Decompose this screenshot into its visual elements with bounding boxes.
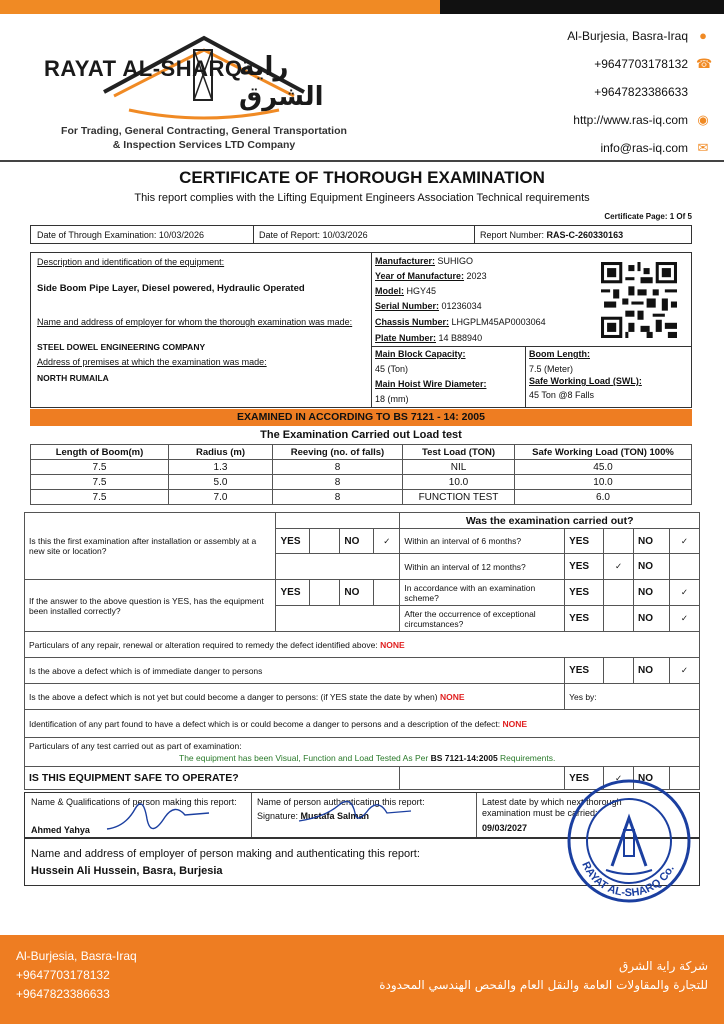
q-first-exam: Is this the first examination after installation or assembly at a new site or location? <box>25 513 276 580</box>
contact-address: Al-Burjesia, Basra-Iraq <box>567 29 688 43</box>
company-logo <box>44 30 364 120</box>
i6-yes-box[interactable] <box>604 529 634 554</box>
footer <box>0 935 724 1024</box>
q-installed: If the answer to the above question is YES, has the equipment been installed correctly? <box>25 580 276 632</box>
header-divider <box>0 160 724 162</box>
carried-out-heading: Was the examination carried out? <box>400 513 700 529</box>
maker-signature <box>105 799 215 835</box>
dates-row <box>30 225 692 244</box>
repair-row: Particulars of any repair, renewal or alteration required to remedy the defect identified above: NONE <box>25 632 700 658</box>
employer-value: STEEL DOWEL ENGINEERING COMPANY <box>37 342 206 352</box>
identify-row: Identification of any part found to have a defect which is or could become a danger to persons and a description of the defect: NONE <box>25 710 700 738</box>
certificate-subtitle: This report complies with the Lifting Equipment Engineers Association Technical requirements <box>134 192 590 204</box>
immediate-danger: Is the above a defect which is of immediate danger to persons <box>25 658 565 684</box>
signature-section: Name & Qualifications of person making this report: Ahmed Yahya Name of person authenticating this report: Signature: Mustafa Salman Latest date by which next thorough examination must be carried: 09/03/2027 <box>24 792 700 838</box>
certificate-title: CERTIFICATE OF THOROUGH EXAMINATION <box>179 168 545 187</box>
plate: 14 B88940 <box>438 333 483 343</box>
table-row: 7.5 5.0 8 10.0 10.0 <box>31 475 692 490</box>
company-tagline <box>44 124 364 152</box>
swl: 45 Ton @8 Falls <box>529 390 595 400</box>
footer-ar-line-2: للتجارة والمقاولات العامة والنقل العام والفحص الهندسي المحدودة <box>379 978 708 992</box>
company-stamp <box>566 778 692 904</box>
footer-phone-1: +9647703178132 <box>16 968 110 982</box>
employer-section: Name and address of employer of person making and authenticating this report: Hussein Ali Hussein, Basra, Burjesia <box>24 838 700 886</box>
next-exam-date: 09/03/2027 <box>482 823 528 833</box>
safe-question: IS THIS EQUIPMENT SAFE TO OPERATE? <box>25 767 400 790</box>
exceptional-yes-box[interactable] <box>604 606 634 632</box>
footer-contact <box>16 947 137 1004</box>
contact-phone-1: +9647703178132 <box>594 57 688 71</box>
i12-yes-check[interactable]: ✓ <box>604 554 634 580</box>
location-pin-icon: ● <box>699 28 707 43</box>
top-bar <box>0 0 724 14</box>
qr-code-icon <box>601 262 677 338</box>
scheme-yes-box[interactable] <box>604 580 634 606</box>
desc-value: Side Boom Pipe Layer, Diesel powered, Hydraulic Operated <box>37 283 305 294</box>
tests-row: Particulars of any test carried out as part of examination: The equipment has been Visual, Function and Load Tested As Per BS 7121-14:2005 Requirements. <box>25 738 700 767</box>
employer-label: Name and address of employer for whom the thorough examination was made: <box>37 317 353 327</box>
contact-block <box>567 22 713 162</box>
yes-by: Yes by: <box>565 684 700 710</box>
manufacturer: SUHIGO <box>437 256 474 266</box>
equipment-section: Description and identification of the equipment: Side Boom Pipe Layer, Diesel powered, Hydraulic Operated Name and address of employer for whom the thorough examination was made: STEEL DOWEL ENGINEERING COMPANY Address of premises at which the examination was made: NORTH RUMAILA Manufacturer: SUHIGO Year of Manufacture: 2023 Model: HGY45 Serial Number: 01236034 Chassis Number: LHGPLM45AP0003064 Plate Number: 14 B88940 Main Block Capacity: 45 (Ton) Main Hoist Wire Diameter: 18 (mm) Boom Length: 7.5 (Meter) Safe Working Load (SWL): 45 Ton @8 Falls <box>30 252 692 408</box>
desc-label: Description and identification of the equipment: <box>37 257 225 267</box>
table-header: Length of Boom(m) Radius (m) Reeving (no. of falls) Test Load (TON) Safe Working Load (TON) 100% <box>31 445 692 460</box>
immediate-no-check[interactable]: ✓ <box>669 658 699 684</box>
serial: 01236034 <box>441 301 482 311</box>
standard-band: EXAMINED IN ACCORDING TO BS 7121 - 14: 2005 <box>30 409 692 426</box>
footer-address: Al-Burjesia, Basra-Iraq <box>16 949 137 963</box>
chassis: LHGPLM45AP0003064 <box>451 317 546 327</box>
load-test-title: The Examination Carried out Load test <box>260 429 462 441</box>
auth-name: Mustafa Salman <box>300 811 370 821</box>
q-first-no-check[interactable]: ✓ <box>374 529 400 554</box>
footer-arabic <box>379 957 708 995</box>
certificate-page: Certificate Page: 1 Of 5 <box>604 212 692 221</box>
globe-icon: ◉ <box>697 112 709 127</box>
auth-signature <box>295 795 415 831</box>
table-row: 7.5 7.0 8 FUNCTION TEST 6.0 <box>31 490 692 505</box>
exceptional-no-check[interactable]: ✓ <box>669 606 699 632</box>
q-first-yes-box[interactable] <box>310 529 340 554</box>
exam-date: Date of Through Examination: 10/03/2026 <box>37 230 204 240</box>
top-bar-accent <box>0 0 440 14</box>
q-installed-yes-box[interactable] <box>310 580 340 606</box>
contact-phone-2: +9647823386633 <box>594 85 688 99</box>
load-test-table <box>30 444 692 505</box>
company-name-en: RAYAT AL-SHARQ <box>44 56 243 81</box>
envelope-icon: ✉ <box>697 140 709 155</box>
i12-no-box[interactable] <box>669 554 699 580</box>
footer-ar-line-1: شركة راية الشرق <box>619 959 708 973</box>
boom-length: 7.5 (Meter) <box>529 364 574 374</box>
contact-email[interactable]: info@ras-iq.com <box>600 141 688 155</box>
report-employer: Hussein Ali Hussein, Basra, Burjesia <box>31 865 223 877</box>
report-number: Report Number: RAS-C-260330163 <box>480 230 624 240</box>
premises-value: NORTH RUMAILA <box>37 373 109 383</box>
future-danger: Is the above a defect which is not yet but could become a danger to persons: (if YES state the date by when) NONE <box>25 684 565 710</box>
scheme-no-check[interactable]: ✓ <box>669 580 699 606</box>
hoist-diameter: 18 (mm) <box>375 394 409 404</box>
q-installed-no-box[interactable] <box>374 580 400 606</box>
stamp-text: RAYAT AL-SHARQ Co. <box>579 859 677 900</box>
table-row: 7.5 1.3 8 NIL 45.0 <box>31 460 692 475</box>
phone-icon: ☎ <box>696 56 713 71</box>
tagline-line-1: For Trading, General Contracting, General Transportation <box>61 125 347 137</box>
immediate-yes-box[interactable] <box>604 658 634 684</box>
model: HGY45 <box>406 286 437 296</box>
safe-yes-check[interactable]: ✓ <box>604 767 634 790</box>
company-name-ar: راية الشرق <box>239 52 324 112</box>
questions-grid: Is this the first examination after installation or assembly at a new site or location? Was the examination carried out? YES NO ✓ Within an interval of 6 months? YES NO ✓ Within an interval of 12 months? YES ✓ NO If the answer to the above question is YES, has the equipment been installed correctly? YES NO In accordance with an examination scheme? YES NO ✓ After the occurrence of exceptional circumstances? YES NO ✓ Particulars of any repair, renewal or alteration required to remedy the defect identified above: NONE Is the above a defect which is of immediate danger to persons YES NO ✓ Is the above a defect which is not yet but could become a danger to persons: (if YES state the date by when) NONE Yes by: Identification of any part found to have a defect which is or could become a danger to persons and a description of the defect: NONE Particulars of any test carried out as part of examination: The equipment has been Visual, Function and Load Tested As Per BS 7121-14:2005 Requirements. IS THIS EQUIPMENT SAFE TO OPERATE? YES ✓ NO <box>24 512 700 790</box>
maker-name: Ahmed Yahya <box>31 825 90 835</box>
premises-label: Address of premises at which the examination was made: <box>37 357 267 367</box>
i6-no-check[interactable]: ✓ <box>669 529 699 554</box>
year: 2023 <box>466 271 487 281</box>
contact-website[interactable]: http://www.ras-iq.com <box>573 113 688 127</box>
block-capacity: 45 (Ton) <box>375 364 409 374</box>
report-date: Date of Report: 10/03/2026 <box>259 230 368 240</box>
tagline-line-2: & Inspection Services LTD Company <box>112 139 296 151</box>
footer-phone-2: +9647823386633 <box>16 987 110 1001</box>
